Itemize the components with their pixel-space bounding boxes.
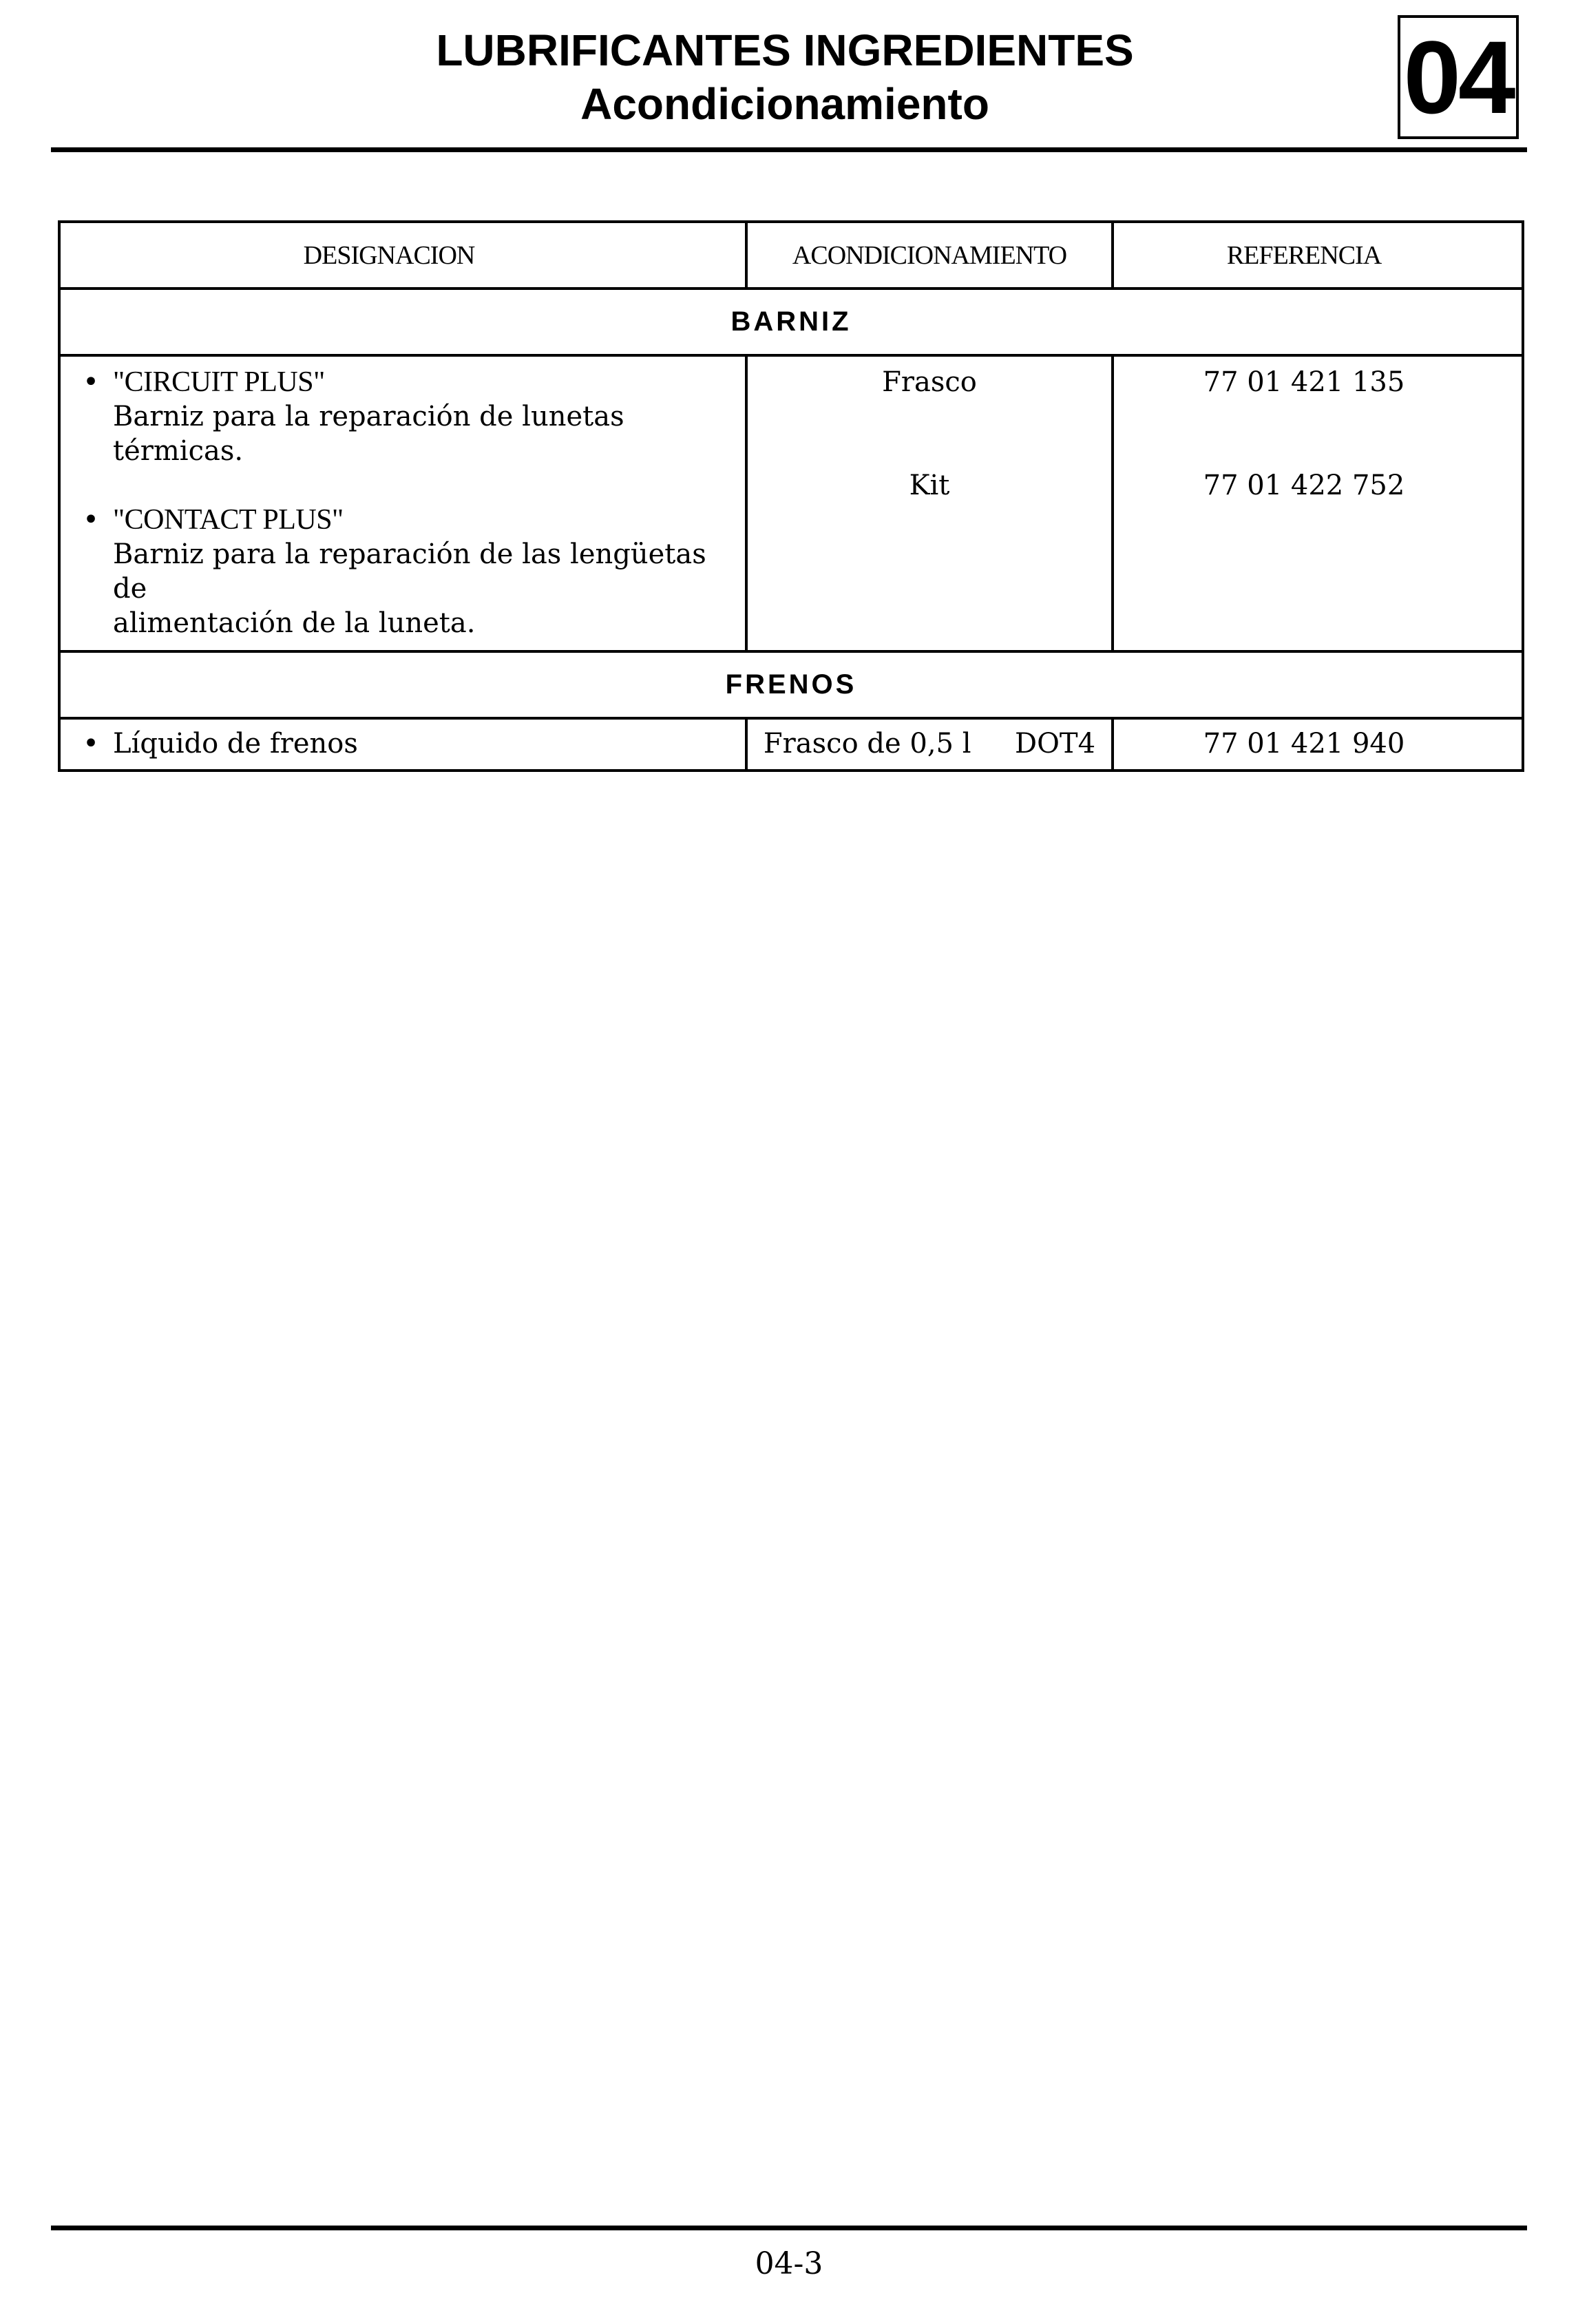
bullet-icon: • [83,366,99,398]
packaging-cell [746,718,1113,771]
section-title-barniz: BARNIZ [59,289,1523,355]
reference-value: 77 01 422 752 [1203,470,1405,501]
product-name: "CIRCUIT PLUS" [113,366,325,398]
product-description: Barniz para la reparación de lunetas térmicas. [113,401,624,467]
bullet-icon: • [83,504,99,536]
column-header-acondicionamiento: ACONDICIONAMIENTO [746,222,1113,289]
section-row-frenos [59,651,1523,718]
list-item [69,365,745,468]
table-header-row [59,222,1523,289]
product-description: Barniz para la reparación de las lengüetas de [113,538,706,605]
packaging-cell [746,355,1113,651]
header-divider [51,147,1527,152]
product-description: alimentación de la luneta. [113,607,476,639]
page-subtitle: Acondicionamiento [580,79,989,129]
bullet-icon: • [83,728,99,760]
page-title: LUBRIFICANTES INGREDIENTES [436,25,1134,75]
designation-cell [59,718,746,771]
footer-divider [51,2226,1527,2230]
reference-value: 77 01 421 940 [1203,728,1405,760]
packaging-value: Kit [909,470,950,501]
reference-value: 77 01 421 135 [1203,366,1405,398]
products-table [58,220,1524,772]
section-number-badge: 04 [1398,15,1519,139]
product-name: Líquido de frenos [113,728,358,760]
packaging-value: Frasco de 0,5 l DOT4 [763,728,1096,760]
table-row [59,718,1523,771]
page-number: 04-3 [755,2246,823,2281]
product-name: "CONTACT PLUS" [113,504,344,536]
reference-cell [1113,355,1523,651]
designation-cell [59,355,746,651]
section-title-frenos: FRENOS [59,651,1523,718]
section-row-barniz [59,289,1523,355]
column-header-referencia: REFERENCIA [1113,222,1523,289]
list-item [69,503,745,640]
table-row [59,355,1523,651]
list-item [69,726,745,761]
packaging-value: Frasco [882,366,977,398]
column-header-designacion: DESIGNACION [59,222,746,289]
reference-cell [1113,718,1523,771]
